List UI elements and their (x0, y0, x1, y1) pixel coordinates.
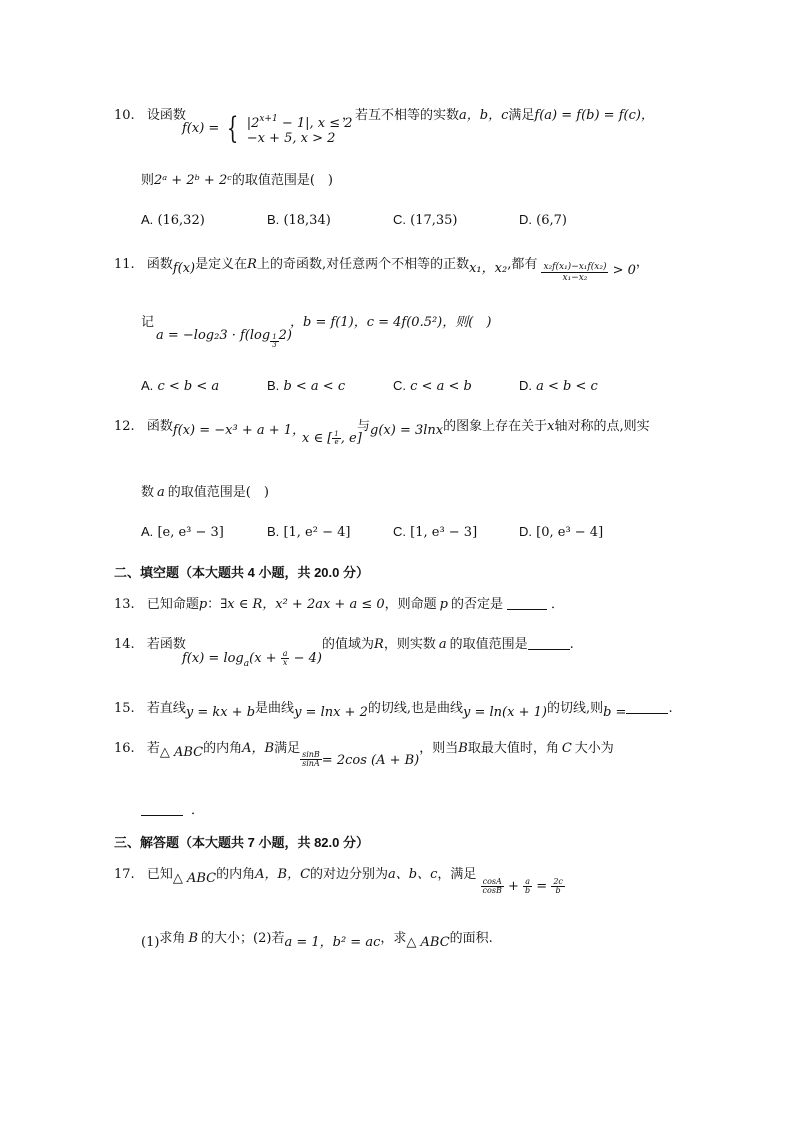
choice-letter: B. (267, 212, 280, 227)
math-expression: R (374, 637, 384, 652)
math-expression: △ ABC (406, 935, 450, 950)
problem-text: ． (191, 803, 205, 818)
problem-text: 与 (357, 419, 371, 434)
problem-17-questions (141, 930, 493, 952)
problem-text: 轴对称的点,则实 (554, 419, 650, 434)
problem-text: 的取值范围是( ) (167, 485, 269, 500)
problem-16-answer (141, 802, 204, 820)
problem-text: 是定义在 (195, 257, 248, 272)
choice-value: a < b < c (536, 379, 598, 394)
problem-text: 的对边分别为 (310, 867, 389, 882)
problem-text: ,都有 (507, 257, 538, 272)
problem-text: . (569, 637, 574, 652)
problem-15 (114, 700, 673, 722)
math-expression: ，b = f(1)，c = 4f(0.5²)，则( ) (290, 315, 492, 330)
problem-text: 满足 (508, 108, 535, 123)
choice-c[interactable] (393, 524, 477, 540)
problem-text: 取最大值时，角 (467, 741, 559, 756)
choice-value: [1, e³ − 3] (410, 525, 478, 540)
problem-text: ． (551, 597, 565, 612)
problem-12-line1 (114, 418, 305, 440)
math-expression: a = −log₂3 · f(log (156, 328, 271, 343)
problem-text: 的否定是 (450, 597, 503, 612)
choice-c[interactable] (393, 378, 472, 394)
choice-a[interactable] (141, 212, 205, 228)
fraction (551, 878, 565, 895)
choice-letter: B. (267, 524, 280, 539)
case-2: −x + 5, x > 2 (246, 131, 336, 146)
math-var: x (547, 419, 555, 434)
math-expression: g(x) = 3lnx (370, 423, 444, 438)
problem-text: 求角 (159, 931, 186, 946)
math-expression: x ∈ [ (302, 431, 333, 446)
subquestion-number: (2) (253, 931, 272, 946)
case-1-base: |2 (246, 116, 260, 131)
problem-text: ，若互不相等的实数 (342, 108, 460, 123)
math-expression: f(x) = (182, 121, 220, 136)
problem-text: 的内角 (216, 867, 256, 882)
problem-12-line2 (141, 484, 269, 502)
math-expression: △ ABC (172, 871, 217, 886)
piecewise-function (182, 112, 353, 146)
fraction-numerator: sinB (302, 750, 320, 759)
math-expression: x₁，x₂ (469, 261, 508, 276)
problem-text: 若直线 (146, 701, 186, 716)
problem-number: 14. (114, 637, 135, 652)
choice-letter: C. (393, 378, 406, 393)
fraction-numerator: cosA (481, 878, 504, 887)
fraction-numerator: x₂f(x₁)−x₁f(x₂) (543, 262, 607, 272)
fraction-numerator: 1 (272, 333, 277, 341)
problem-text: 上的奇函数,对任意两个不相等的正数 (256, 257, 470, 272)
choice-letter: D. (519, 524, 532, 539)
problem-text: ，则实数 (383, 637, 436, 652)
math-var: B (188, 931, 198, 946)
fraction-numerator: 1 (334, 430, 339, 438)
fraction-denominator: b (525, 886, 531, 895)
problem-text: 的切线,则 (546, 701, 604, 716)
problem-text: 的大小； (201, 931, 254, 946)
problem-text: 函数 (146, 419, 173, 434)
choice-c[interactable] (393, 212, 458, 228)
fraction-denominator: x₁−x₂ (562, 273, 588, 283)
problem-text: ，求 (380, 931, 407, 946)
choice-b[interactable] (267, 524, 350, 540)
problem-text: . (668, 701, 673, 716)
answer-blank[interactable] (507, 609, 547, 610)
math-expression: f(x) = −x³ + a + 1， (172, 423, 306, 438)
math-expression: △ ABC (159, 745, 204, 760)
answer-blank[interactable] (141, 815, 183, 816)
answer-blank[interactable] (528, 649, 570, 650)
choice-value: (17,35) (410, 213, 458, 228)
math-expression: > 0 (612, 263, 636, 278)
math-expression: y = ln(x + 1) (463, 705, 547, 720)
choice-value: c < b < a (157, 379, 220, 394)
math-expression: = 2cos (A + B) (321, 753, 420, 768)
fraction (481, 878, 504, 895)
math-expression: (x + (249, 651, 281, 666)
problem-14-line1-right (322, 636, 574, 654)
problem-text: 函数 (146, 257, 173, 272)
problem-text: 的图象上存在关于 (443, 419, 548, 434)
math-expression: f(a) = f(b) = f(c)， (534, 108, 654, 123)
problem-10-line1 (114, 107, 186, 125)
problem-number: 11. (114, 257, 135, 272)
math-expression: R (247, 257, 257, 272)
math-expression: , e] (340, 431, 362, 446)
fraction-denominator: sinA (302, 759, 320, 768)
math-expression: a = 1，b² = ac (284, 935, 381, 950)
problem-number: 16. (114, 741, 135, 756)
choice-letter: D. (519, 212, 532, 227)
problem-text: 的取值范围是 (449, 637, 528, 652)
problem-number: 15. (114, 701, 135, 716)
math-vars: a，b，c (459, 108, 509, 123)
math-var: C (561, 741, 572, 756)
problem-text: 则 (141, 173, 155, 188)
section-heading-solutions: 三、解答题（本大题共 7 小题，共 82.0 分） (114, 835, 369, 850)
problem-text: 若 (271, 931, 285, 946)
problem-text: 是曲线 (255, 701, 295, 716)
fraction (300, 751, 322, 768)
problem-text: ，满足 (437, 867, 477, 882)
problem-text: 的取值范围是( ) (231, 173, 333, 188)
math-vars: A，B，C (255, 867, 311, 882)
choice-letter: C. (393, 212, 406, 227)
math-expression: y = kx + b (185, 705, 256, 720)
problem-14-function (182, 650, 322, 673)
fraction-denominator: x (282, 658, 288, 667)
problem-text: 设函数 (146, 108, 186, 123)
problem-number: 13. (114, 597, 135, 612)
choice-value: c < a < b (410, 379, 472, 394)
fraction (332, 431, 340, 446)
fraction (541, 262, 608, 283)
problem-11-line1: 11. 函数f(x)是定义在R上的奇函数,对任意两个不相等的正数x₁，x₂,都有 $\frac{\text{x₂f(x₁)−x₁f(x₂)}}{\text{x₁−x₂}}$ > 0， (114, 255, 649, 283)
math-var: p (198, 597, 208, 612)
problem-text: ： (207, 597, 221, 612)
problem-text: 的内角 (203, 741, 243, 756)
choice-value: (16,32) (157, 213, 205, 228)
problem-text: 已知 (146, 867, 173, 882)
problem-number: 17. (114, 867, 135, 882)
operator: + (507, 879, 519, 894)
choice-value: (6,7) (536, 213, 567, 228)
problem-text: 满足 (274, 741, 301, 756)
choice-d[interactable] (519, 212, 567, 228)
section-heading-fill-in: 二、填空题（本大题共 4 小题，共 20.0 分） (114, 565, 369, 580)
choice-value: [0, e³ − 4] (536, 525, 604, 540)
fraction-numerator: 2c (553, 877, 563, 886)
problem-text: 若函数 (146, 637, 186, 652)
choice-value: b < a < c (283, 379, 346, 394)
choice-d[interactable] (519, 524, 603, 540)
choice-b[interactable] (267, 212, 331, 228)
fraction-denominator: cosB (482, 886, 502, 895)
math-vars: a、b、c (388, 867, 438, 882)
subquestion-number: (1) (141, 935, 160, 950)
math-expression: 2ᵃ + 2ᵇ + 2ᶜ (154, 173, 232, 188)
case-1-exponent: x+1 (259, 114, 278, 124)
math-var: B (458, 741, 468, 756)
problem-text: 的切线,也是曲线 (367, 701, 463, 716)
fraction-denominator: b (555, 886, 561, 895)
case-1 (247, 112, 353, 131)
problem-17-line1 (114, 866, 565, 896)
log-base-fraction (270, 334, 278, 349)
problem-13 (114, 596, 564, 614)
math-var: a (157, 485, 165, 500)
choice-value: [1, e² − 4] (283, 525, 351, 540)
problem-12-domain (302, 430, 362, 448)
problem-text: 大小为 (574, 741, 614, 756)
choice-value: (18,34) (283, 213, 331, 228)
fraction-denominator: e (334, 438, 339, 446)
fraction-denominator: 3 (272, 341, 277, 349)
problem-11-line2-right (290, 314, 491, 332)
problem-text: 记 (141, 315, 155, 330)
math-expression: f(x) (172, 261, 196, 276)
problem-11-a-def (156, 327, 292, 349)
choice-letter: A. (141, 212, 154, 227)
choice-value: [e, e³ − 3] (157, 525, 224, 540)
fraction-numerator: a (523, 878, 532, 887)
problem-text: 数 (141, 485, 155, 500)
problem-12-line1-right (357, 418, 650, 440)
math-vars: A，B (242, 741, 275, 756)
fraction-numerator: a (282, 649, 288, 658)
choice-d[interactable] (519, 378, 598, 394)
choice-letter: D. (519, 378, 532, 393)
choice-a[interactable] (141, 378, 219, 394)
problem-text: 的面积. (449, 931, 493, 946)
problem-number: 12. (114, 419, 135, 434)
problem-text: ，则当 (419, 741, 459, 756)
problem-10-line2 (141, 172, 333, 190)
problem-11-line2-label (141, 314, 154, 332)
math-var: p (439, 597, 448, 612)
problem-text: 已知命题 (146, 597, 199, 612)
choice-b[interactable] (267, 378, 345, 394)
brace-symbol: { (227, 111, 239, 146)
operator: = (536, 879, 548, 894)
equation (481, 879, 565, 894)
problem-16 (114, 740, 614, 770)
piecewise-cases (247, 112, 353, 146)
problem-number: 10. (114, 108, 135, 123)
math-expression: ∃x ∈ R，x² + 2ax + a ≤ 0 (220, 597, 385, 612)
choice-letter: C. (393, 524, 406, 539)
choice-a[interactable] (141, 524, 224, 540)
problem-10-line1-right (342, 107, 654, 125)
choice-letter: A. (141, 524, 154, 539)
math-var: a (438, 637, 447, 652)
math-expression: − 4) (289, 651, 322, 666)
problem-text: ，则命题 (384, 597, 437, 612)
math-expression: f(x) = log (182, 651, 244, 666)
choice-letter: A. (141, 378, 154, 393)
math-expression: 2) (278, 328, 292, 343)
problem-text: 的值域为 (322, 637, 375, 652)
problem-14-line1 (114, 636, 186, 654)
choice-letter: B. (267, 378, 280, 393)
log-base: a (243, 659, 250, 669)
case-1-rest: − 1|, x ≤ 2 (277, 116, 353, 131)
fraction (523, 878, 532, 895)
answer-blank[interactable] (626, 713, 668, 714)
math-expression: y = lnx + 2 (294, 705, 368, 720)
problem-text: 若 (146, 741, 160, 756)
math-expression: b = (603, 705, 627, 720)
